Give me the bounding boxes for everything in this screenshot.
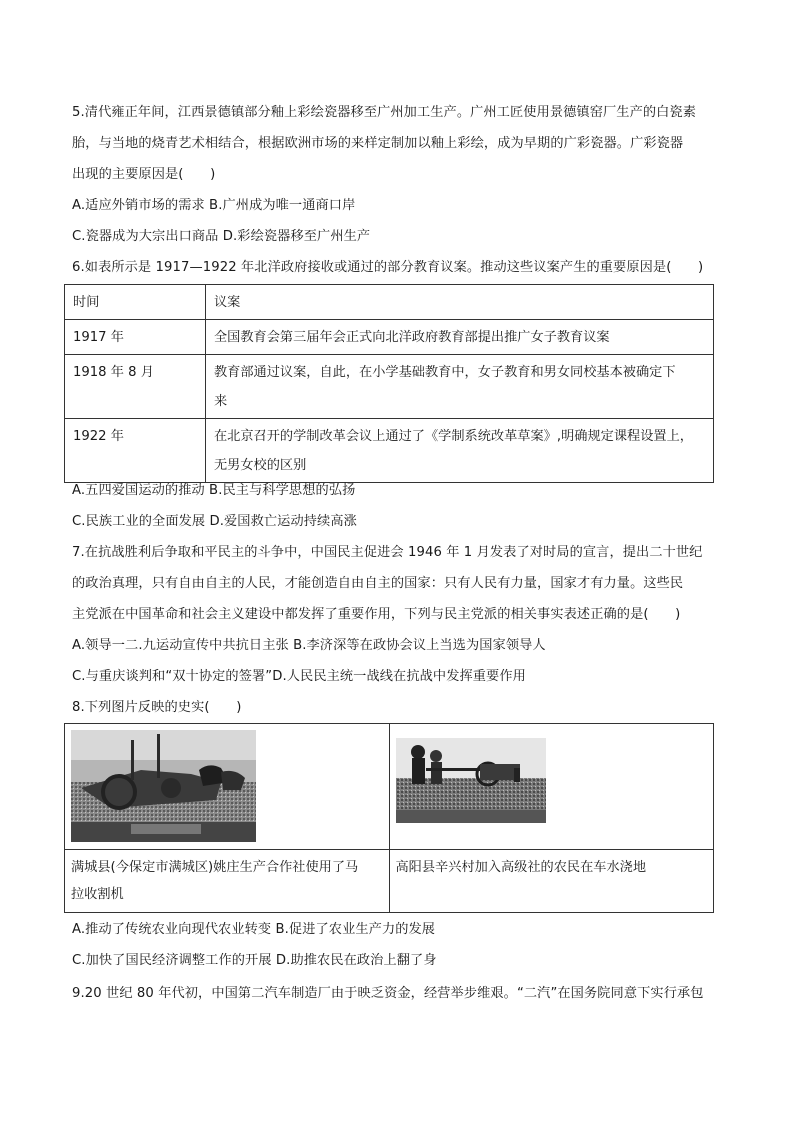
photo-cell-right — [389, 724, 714, 850]
q6-stem: 6.如表所示是 1917—1922 年北洋政府接收或通过的部分教育议案。推动这些议案产生的重要原因是( ) — [72, 260, 704, 275]
q7-options-cd: C.与重庆谈判和“双十协定的签署”D.人民民主统一战线在抗战中发挥重要作用 — [72, 669, 526, 684]
water-wheel-irrigation-photo — [396, 738, 546, 823]
photo-row — [65, 724, 714, 850]
bill-text-line-1: 教育部通过议案，自此，在小学基础教育中，女子教育和男女同校基本被确定下 — [214, 365, 676, 380]
q5-stem-line-2: 胎，与当地的烧青艺术相结合，根据欧洲市场的来样定制加以釉上彩绘，成为早期的广彩瓷器。广彩瓷器 — [72, 136, 684, 151]
table-header-bill: 议案 — [206, 285, 714, 320]
q5-stem-line-1: 5.清代雍正年间，江西景德镇部分釉上彩绘瓷器移至广州加工生产。广州工匠使用景德镇窑厂生产的白瓷素 — [72, 105, 697, 120]
photo-caption-left — [65, 850, 390, 913]
bill-text: 全国教育会第三届年会正式向北洋政府教育部提出推广女子教育议案 — [214, 330, 610, 345]
horse-drawn-harvester-photo — [71, 730, 256, 842]
q8-photo-table — [64, 723, 714, 913]
q6-options-ab: A.五四爱国运动的推动 B.民主与科学思想的弘扬 — [72, 483, 356, 498]
caption-left-line-2: 拉收割机 — [71, 887, 124, 902]
table-cell-time: 1918 年 8 月 — [65, 355, 206, 419]
table-cell-bill — [206, 320, 714, 355]
bill-text-line-1: 在北京召开的学制改革会议上通过了《学制系统改革草案》,明确规定课程设置上， — [214, 429, 693, 444]
bill-text-line-2: 无男女校的区别 — [214, 458, 307, 473]
table-cell-time: 1922 年 — [65, 419, 206, 483]
caption-right-line-1: 高阳县辛兴村加入高级社的农民在车水浇地 — [395, 860, 647, 875]
q8-options-cd: C.加快了国民经济调整工作的开展 D.助推农民在政治上翻了身 — [72, 953, 437, 968]
table-row — [65, 320, 714, 355]
table-header-row — [65, 285, 714, 320]
table-row — [65, 419, 714, 483]
table-header-time: 时间 — [65, 285, 206, 320]
q8-options-ab: A.推动了传统农业向现代农业转变 B.促进了农业生产力的发展 — [72, 922, 436, 937]
q5-options-ab: A.适应外销市场的需求 B.广州成为唯一通商口岸 — [72, 198, 356, 213]
table-cell-bill — [206, 419, 714, 483]
q7-options-ab: A.领导一二.九运动宣传中共抗日主张 B.李济深等在政协会议上当选为国家领导人 — [72, 638, 546, 653]
table-cell-time: 1917 年 — [65, 320, 206, 355]
photo-cell-left — [65, 724, 390, 850]
table-cell-bill — [206, 355, 714, 419]
bill-text-line-2: 来 — [214, 394, 228, 409]
caption-left-line-1: 满城县(今保定市满城区)姚庄生产合作社使用了马 — [71, 860, 359, 875]
q6-education-bills-table — [64, 284, 714, 483]
q9-stem-line-1: 9.20 世纪 80 年代初，中国第二汽车制造厂由于映乏资金，经营举步维艰。“二汽”在国务院同意下实行承包 — [72, 986, 704, 1001]
q5-options-cd: C.瓷器成为大宗出口商品 D.彩绘瓷器移至广州生产 — [72, 229, 371, 244]
q6-options-cd: C.民族工业的全面发展 D.爱国救亡运动持续高涨 — [72, 514, 357, 529]
table-row — [65, 355, 714, 419]
q7-stem-line-2: 的政治真理，只有自由自主的人民，才能创造自由自主的国家：只有人民有力量，国家才有力量。这些民 — [72, 576, 684, 591]
photo-caption-right — [389, 850, 714, 913]
q7-stem-line-3: 主党派在中国革命和社会主义建设中都发挥了重要作用，下列与民主党派的相关事实表述正确的是( ) — [72, 607, 681, 622]
q8-stem: 8.下列图片反映的史实( ) — [72, 700, 242, 715]
q5-stem-line-3: 出现的主要原因是( ) — [72, 167, 216, 182]
q7-stem-line-1: 7.在抗战胜利后争取和平民主的斗争中，中国民主促进会 1946 年 1 月发表了对时局的宣言，提出二十世纪 — [72, 545, 703, 560]
caption-row — [65, 850, 714, 913]
